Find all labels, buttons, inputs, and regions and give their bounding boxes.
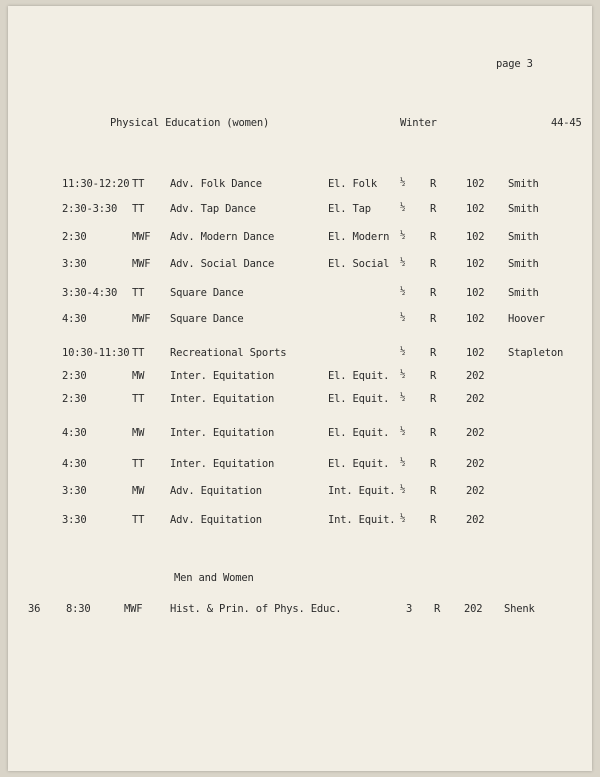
course-number: 36 (28, 603, 41, 615)
page-number: page 3 (496, 58, 533, 70)
row-room: 202 (466, 370, 485, 382)
row-days: MW (132, 485, 145, 497)
section-title: Men and Women (174, 572, 254, 584)
row-prereq: El. Equit. (328, 393, 390, 405)
row-days: MW (132, 370, 145, 382)
row-credit: ½ (400, 514, 406, 524)
row-credit: ½ (400, 370, 406, 380)
row-instructor: Smith (508, 258, 539, 270)
row-credit: ½ (400, 393, 406, 403)
row-room: 102 (466, 313, 485, 325)
row-days: TT (132, 393, 145, 405)
row-code: R (430, 258, 437, 270)
row-room: 102 (466, 258, 485, 270)
row-time: 2:30-3:30 (62, 203, 118, 215)
row-course: Adv. Social Dance (170, 258, 275, 270)
row-time: 2:30 (62, 370, 87, 382)
row-days: TT (132, 287, 145, 299)
row-room: 202 (466, 393, 485, 405)
row-code: R (430, 287, 437, 299)
row-room: 102 (466, 178, 485, 190)
row-credit: ½ (400, 313, 406, 323)
row-time: 3:30 (62, 485, 87, 497)
row-room: 202 (466, 427, 485, 439)
document-page (8, 6, 592, 771)
row-room: 202 (466, 458, 485, 470)
row-prereq: El. Equit. (328, 458, 390, 470)
row-credit: ½ (400, 258, 406, 268)
row-time: 3:30 (62, 258, 87, 270)
row-days: TT (132, 458, 145, 470)
row-days: MWF (124, 603, 143, 615)
row-code: R (430, 231, 437, 243)
row-prereq: El. Tap (328, 203, 371, 215)
row-course: Inter. Equitation (170, 427, 275, 439)
row-course: Recreational Sports (170, 347, 287, 359)
row-instructor: Smith (508, 231, 539, 243)
row-course: Inter. Equitation (170, 458, 275, 470)
row-room: 102 (466, 203, 485, 215)
row-days: MW (132, 427, 145, 439)
row-code: R (430, 203, 437, 215)
row-credit: ½ (400, 178, 406, 188)
row-credit: ½ (400, 458, 406, 468)
row-time: 11:30-12:20 (62, 178, 130, 190)
row-time: 8:30 (66, 603, 91, 615)
row-room: 202 (466, 514, 485, 526)
row-days: MWF (132, 231, 151, 243)
row-credit: 3 (406, 603, 413, 615)
row-time: 3:30-4:30 (62, 287, 118, 299)
row-code: R (430, 393, 437, 405)
row-room: 102 (466, 287, 485, 299)
row-course: Adv. Equitation (170, 485, 262, 497)
row-code: R (430, 458, 437, 470)
term-label: Winter (400, 117, 437, 129)
row-time: 4:30 (62, 427, 87, 439)
row-course: Adv. Tap Dance (170, 203, 256, 215)
row-prereq: Int. Equit. (328, 514, 396, 526)
row-prereq: El. Equit. (328, 427, 390, 439)
row-credit: ½ (400, 231, 406, 241)
row-instructor: Smith (508, 178, 539, 190)
row-code: R (434, 603, 441, 615)
row-prereq: El. Equit. (328, 370, 390, 382)
row-instructor: Smith (508, 287, 539, 299)
row-course: Inter. Equitation (170, 370, 275, 382)
row-room: 102 (466, 231, 485, 243)
row-prereq: El. Social (328, 258, 390, 270)
row-course: Adv. Equitation (170, 514, 262, 526)
row-prereq: El. Folk (328, 178, 377, 190)
row-time: 2:30 (62, 393, 87, 405)
row-prereq: Int. Equit. (328, 485, 396, 497)
row-days: MWF (132, 313, 151, 325)
row-code: R (430, 313, 437, 325)
row-time: 3:30 (62, 514, 87, 526)
row-days: MWF (132, 258, 151, 270)
row-course: Square Dance (170, 313, 244, 325)
row-course: Adv. Modern Dance (170, 231, 275, 243)
row-instructor: Stapleton (508, 347, 564, 359)
row-instructor: Smith (508, 203, 539, 215)
row-code: R (430, 485, 437, 497)
row-credit: ½ (400, 485, 406, 495)
row-time: 4:30 (62, 458, 87, 470)
row-days: TT (132, 514, 145, 526)
row-time: 10:30-11:30 (62, 347, 130, 359)
row-time: 2:30 (62, 231, 87, 243)
year-label: 44-45 (551, 117, 582, 129)
row-code: R (430, 427, 437, 439)
row-code: R (430, 347, 437, 359)
row-time: 4:30 (62, 313, 87, 325)
row-room: 202 (464, 603, 483, 615)
row-course: Hist. & Prin. of Phys. Educ. (170, 603, 342, 615)
row-credit: ½ (400, 287, 406, 297)
row-code: R (430, 514, 437, 526)
row-days: TT (132, 203, 145, 215)
row-code: R (430, 178, 437, 190)
row-course: Adv. Folk Dance (170, 178, 262, 190)
row-room: 102 (466, 347, 485, 359)
row-course: Square Dance (170, 287, 244, 299)
row-instructor: Shenk (504, 603, 535, 615)
row-credit: ½ (400, 427, 406, 437)
row-room: 202 (466, 485, 485, 497)
row-code: R (430, 370, 437, 382)
row-credit: ½ (400, 347, 406, 357)
row-prereq: El. Modern (328, 231, 390, 243)
row-days: TT (132, 178, 145, 190)
department-title: Physical Education (women) (110, 117, 270, 129)
row-credit: ½ (400, 203, 406, 213)
row-course: Inter. Equitation (170, 393, 275, 405)
row-instructor: Hoover (508, 313, 545, 325)
row-days: TT (132, 347, 145, 359)
